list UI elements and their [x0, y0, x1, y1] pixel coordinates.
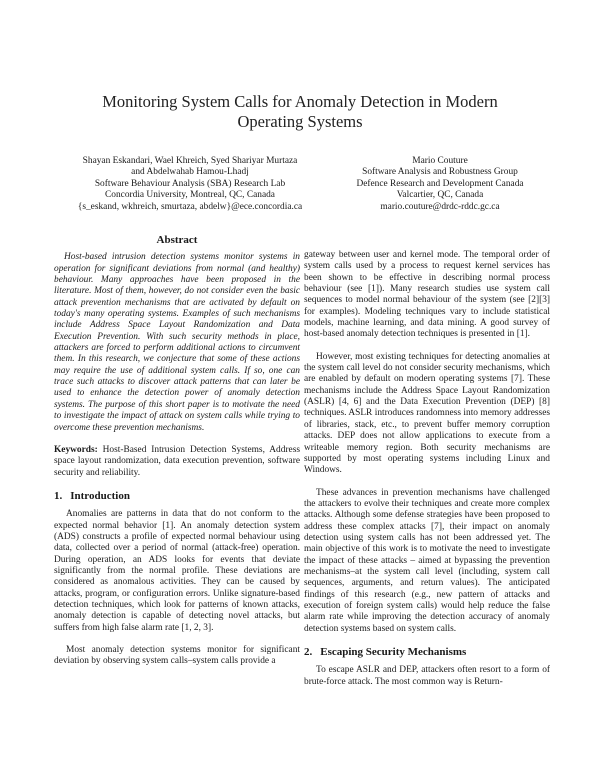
author-affiliation-university: Concordia University, Montreal, QC, Canada	[105, 190, 275, 201]
section-2-number: 2.	[304, 646, 313, 658]
author-affiliation-lab: Software Behaviour Analysis (SBA) Research Lab	[94, 178, 286, 189]
abstract-text: Host-based intrusion detection systems monitor systems in operation for significant deviations from normal (and healthy) behaviour. Many approaches have been proposed in the literature. Most of them, however, do not consider even the basic attack prevention mechanisms that are activated by default on today's many operating systems. Examples of such mechanisms include Address Space Layout Randomization and Data Execution Prevention. With such security methods in place, attackers are forced to perform additional actions to circumvent them. In this research, we conjecture that some of these actions may require the use of additional system calls. If so, one can trace such attacks to discover attack patterns that can later be used to enhance the detection power of anomaly detection systems. The purpose of this short paper is to motivate the need to investigate the impact of attack on system calls while trying to overcome these prevention mechanisms.	[54, 252, 300, 433]
author-names-cont: and Abdelwahab Hamou-Lhadj	[131, 167, 249, 178]
keywords-label: Keywords:	[54, 444, 98, 455]
left-column	[54, 235, 300, 668]
keywords	[54, 445, 300, 479]
keywords-text: Host-Based Intrusion Detection Systems, Address space layout randomization, data execution prevention, software security and reliability.	[54, 444, 300, 478]
right-paragraph-3: These advances in prevention mechanisms have challenged the attackers to evolve their techniques and create more complex attacks. Although some defense strategies have been proposed to address these complex attacks [7], their impact on anomaly detection using system calls has not been addressed yet. The main objective of this work is to motivate the need to investigate the impact of these attacks – aimed at bypassing the prevention mechanisms–at the system call level (including, system call sequences, arguments, and return values). The anticipated findings of this research (e.g., new pattern of attacks and execution of foreign system calls) would help reduce the false alarm rate while improving the detection accuracy of anomaly detection systems based on system calls.	[304, 487, 550, 634]
section-2-heading	[304, 647, 550, 658]
author-email: mario.couture@drdc-rddc.gc.ca	[380, 201, 500, 212]
section-2-title: Escaping Security Mechanisms	[320, 646, 467, 658]
title-line-1: Monitoring System Calls for Anomaly Detection in Modern	[102, 92, 498, 111]
author-group: Software Analysis and Robustness Group	[362, 167, 518, 178]
right-paragraph-2: However, most existing techniques for detecting anomalies at the system call level do not consider security mechanisms, which are enabled by default on modern operating systems [7]. These mechanisms include the Address Space Layout Randomization (ASLR) [4, 6] and the Data Execution Prevention (DEP) [8] techniques. ASLR introduces randomness into memory addresses of libraries, stack, etc., to prevent buffer memory corruption attacks. DEP does not allow applications to execute from a writeable memory region. Both security mechanisms are supported by most operating systems including Linux and Windows.	[304, 351, 550, 476]
author-organization: Defence Research and Development Canada	[356, 178, 524, 189]
section-2-paragraph-1: To escape ASLR and DEP, attackers often resort to a form of brute-force attack. The most common way is Return-	[304, 665, 550, 687]
intro-paragraph-1: Anomalies are patterns in data that do not conform to the expected normal behavior [1]. An anomaly detection system (ADS) constructs a profile of expected normal behaviour using data, collected over a period of normal (attack-free) operation. During operation, an ADS looks for events that deviate significantly from the normal profile. These deviations are considered as anomalous activities. They can be caused by attacks, program, or configuration errors. Unlike signature-based detection techniques, which look for patterns of known attacks, anomaly detection is capable of detecting novel attacks, but suffers from high false alarm rate [1, 2, 3].	[54, 509, 300, 633]
author-block-left	[40, 156, 340, 213]
section-1-heading	[54, 491, 300, 502]
author-names: Shayan Eskandari, Wael Khreich, Syed Shariyar Murtaza	[82, 156, 298, 166]
section-1-title: Introduction	[70, 489, 130, 502]
author-block-right	[330, 156, 550, 213]
author-location: Valcartier, QC, Canada	[396, 190, 484, 201]
right-paragraph-1: gateway between user and kernel mode. The temporal order of system calls used by a process to request kernel services has been shown to be effective in describing normal process behaviour (see [1]). Many research studies use system call sequences to model normal behaviour of the system (see [2][3] for examples). Modeling techniques vary to include statistical models, machine learning, and data mining. A good survey of host-based anomaly detection techniques is presented in [1].	[304, 250, 550, 340]
abstract-heading: Abstract	[156, 234, 198, 246]
intro-paragraph-2: Most anomaly detection systems monitor for significant deviation by observing system calls–system calls provide a	[54, 645, 300, 667]
paper-title	[60, 92, 540, 132]
author-emails: {s_eskand, wkhreich, smurtaza, abdelw}@ece.concordia.ca	[77, 201, 303, 212]
title-line-2: Operating Systems	[237, 112, 363, 131]
right-column	[304, 250, 550, 688]
section-1-number: 1.	[54, 489, 63, 502]
author-name-couture: Mario Couture	[412, 156, 468, 166]
